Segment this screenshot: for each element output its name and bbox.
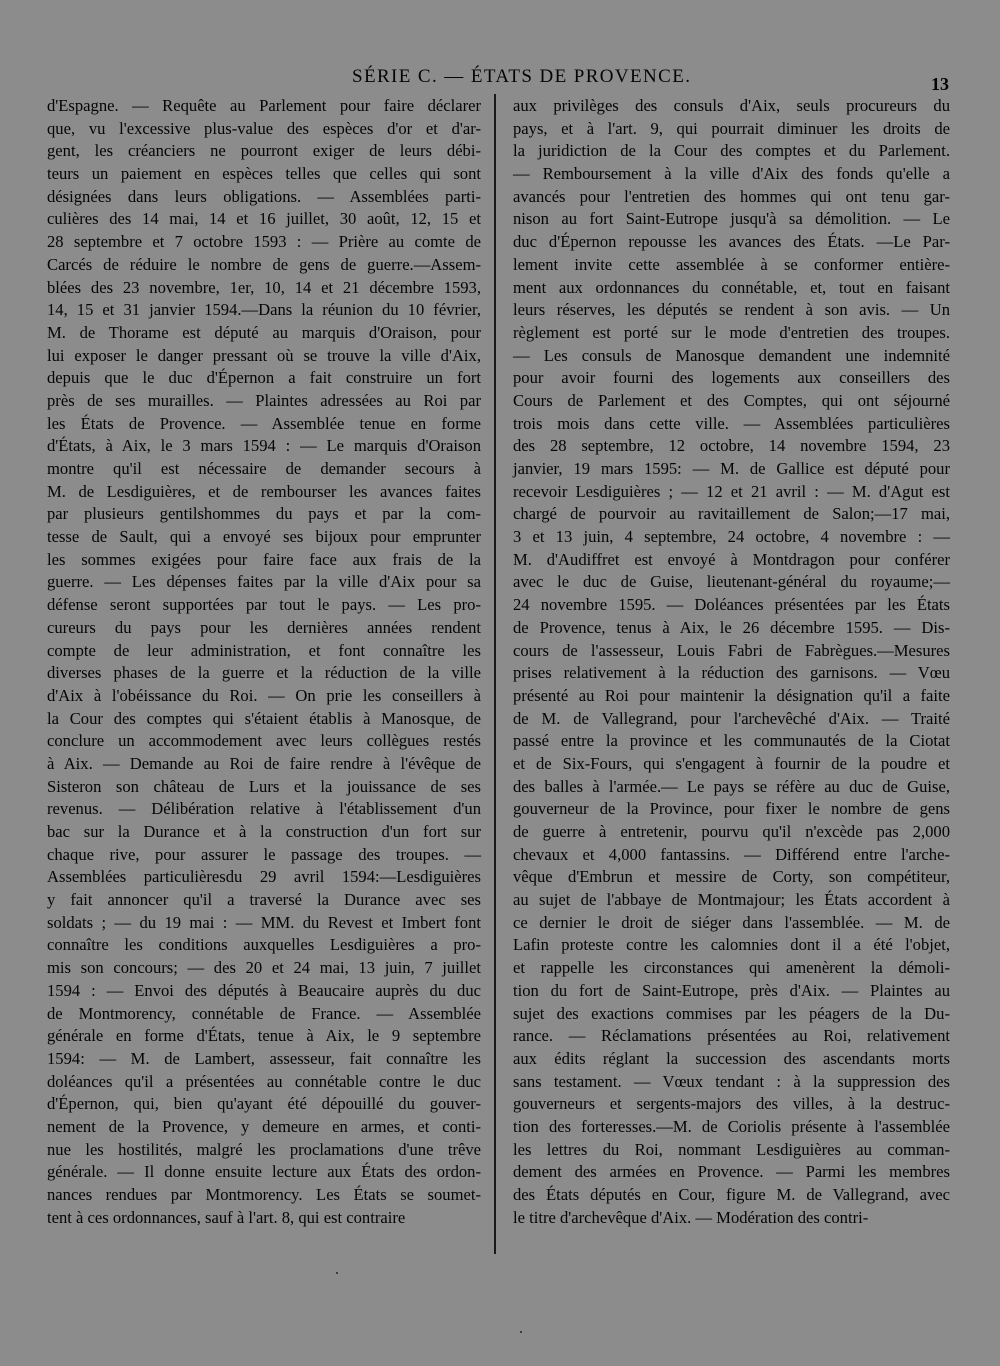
text-line: tent à ces ordonnances, sauf à l'art. 8, qui est contraire bbox=[47, 1207, 406, 1227]
text-line: pays, et à l'art. 9, qui pourrait diminuer les droits de bbox=[513, 118, 950, 138]
text-line: lui exposer le danger pressant où se trouve la ville d'Aix, bbox=[47, 345, 481, 365]
text-line: près de ses murailles. — Plaintes adressées au Roi par bbox=[47, 390, 481, 410]
text-line: la juridiction de la Cour des comptes et du Parlement. bbox=[513, 141, 950, 161]
text-line: mis son concours; — des 20 et 24 mai, 13 juin, 7 juillet bbox=[47, 958, 481, 978]
text-line: générale. — Il donne ensuite lecture aux États des ordon- bbox=[47, 1162, 481, 1182]
left-text-column bbox=[47, 95, 481, 1229]
text-line: 28 septembre et 7 octobre 1593 : — Prière au comte de bbox=[47, 232, 481, 252]
print-speck bbox=[336, 1272, 338, 1274]
text-line: chevaux et 4,000 fantassins. — Différend entre l'arche- bbox=[513, 844, 950, 864]
print-speck bbox=[520, 1331, 522, 1333]
text-line: d'Espagne. — Requête au Parlement pour faire déclarer bbox=[47, 96, 481, 115]
text-line: ce dernier le droit de siéger dans l'assemblée. — M. de bbox=[513, 912, 950, 932]
text-line: gouverneurs et sergents-majors des villes, à la destruc- bbox=[513, 1094, 950, 1114]
text-line: diverses phases de la guerre et la réduction de la ville bbox=[47, 663, 481, 683]
text-line: vêque d'Embrun et messire de Corty, son compétiteur, bbox=[513, 867, 950, 887]
text-line: M. de Lesdiguières, et de rembourser les avances faites bbox=[47, 481, 481, 501]
text-line: au sujet de l'abbaye de Montmajour; les États accordent à bbox=[513, 890, 950, 910]
text-line: chaque rive, pour assurer le passage des troupes. — bbox=[47, 844, 481, 864]
text-line: 1594: — M. de Lambert, assesseur, fait connaître les bbox=[47, 1048, 481, 1068]
text-line: que, vu l'excessive plus-value des espèces d'or et d'ar- bbox=[47, 118, 481, 138]
text-line: — Les consuls de Manosque demandent une indemnité bbox=[513, 345, 950, 365]
text-line: nison au fort Saint-Eutrope jusqu'à sa démolition. — Le bbox=[513, 209, 950, 229]
text-line: nement de la Provence, y demeure en armes, et conti- bbox=[47, 1116, 481, 1136]
text-line: chargé de pourvoir au ravitaillement de Salon;—17 mai, bbox=[513, 504, 950, 524]
text-line: depuis que le duc d'Épernon a fait construire un fort bbox=[47, 368, 481, 388]
text-line: guerre. — Les dépenses faites par la ville d'Aix pour sa bbox=[47, 572, 481, 592]
text-line: revenus. — Délibération relative à l'établissement d'un bbox=[47, 799, 481, 819]
text-line: 1594 : — Envoi des députés à Beaucaire auprès du duc bbox=[47, 980, 481, 1000]
text-line: montre qu'il est nécessaire de demander secours à bbox=[47, 459, 481, 478]
text-line: blées des 23 novembre, 1er, 10, 14 et 21 décembre 1593, bbox=[47, 277, 481, 297]
text-line: M. d'Audiffret est envoyé à Montdragon pour conférer bbox=[513, 549, 950, 569]
page-number: 13 bbox=[931, 74, 949, 94]
text-line: et rappelle les circonstances qui amenèrent la démoli- bbox=[513, 958, 950, 978]
text-line: aux édits réglant la succession des ascendants morts bbox=[513, 1048, 950, 1068]
text-line: pour avoir fourni des logements aux conseillers des bbox=[513, 368, 950, 388]
text-line: générale en forme d'États, tenue à Aix, le 9 septembre bbox=[47, 1026, 481, 1046]
text-line: sujet des exactions commises par les péagers de la Du- bbox=[513, 1003, 950, 1023]
text-line: par plusieurs gentilshommes du pays et par la com- bbox=[47, 504, 481, 524]
text-line: 14, 15 et 31 janvier 1594.—Dans la réunion du 10 février, bbox=[47, 300, 481, 320]
text-line: trois mois dans cette ville. — Assemblées particulières bbox=[513, 413, 950, 433]
text-line: Lafin proteste contre les calomnies dont il a été l'objet, bbox=[513, 935, 950, 955]
text-line: à Aix. — Demande au Roi de faire rendre à l'évêque de bbox=[47, 753, 481, 773]
text-line: rance. — Réclamations présentées au Roi, relativement bbox=[513, 1026, 950, 1046]
text-line: de M. de Vallegrand, pour l'archevêché d'Aix. — Traité bbox=[513, 708, 950, 728]
page-header bbox=[0, 64, 1000, 94]
text-line: culières des 14 mai, 14 et 16 juillet, 30 août, 12, 15 et bbox=[47, 209, 481, 229]
text-line: d'États, à Aix, le 3 mars 1594 : — Le marquis d'Oraison bbox=[47, 436, 481, 456]
text-line: cureurs du pays pour les dernières années rendent bbox=[47, 617, 481, 637]
text-line: passé entre la province et les communautés de la Ciotat bbox=[513, 731, 950, 751]
text-line: — Remboursement à la ville d'Aix des fonds qu'elle a bbox=[513, 164, 950, 184]
text-line: prises relativement à la réduction des garnisons. — Vœu bbox=[513, 663, 950, 683]
text-line: la Cour des comptes qui s'étaient établis à Manosque, de bbox=[47, 708, 481, 728]
text-line: nances rendues par Montmorency. Les États se soumet- bbox=[47, 1185, 481, 1204]
text-line: le titre d'archevêque d'Aix. — Modération des contri- bbox=[513, 1207, 869, 1227]
text-line: 24 novembre 1595. — Doléances présentées par les États bbox=[513, 595, 950, 615]
text-line: de Provence, tenus à Aix, le 26 décembre 1595. — Dis- bbox=[513, 617, 950, 637]
text-line: duc d'Épernon repousse les avances des États. —Le Par- bbox=[513, 232, 950, 252]
text-line: et de Six-Fours, qui s'engagent à fournir de la poudre et bbox=[513, 753, 950, 773]
text-line: présenté au Roi pour maintenir la désignation qu'il a faite bbox=[513, 685, 950, 705]
text-line: défense seront supportées par tout le pays. — Les pro- bbox=[47, 595, 481, 615]
text-line: tesse de Sault, qui a envoyé ses bijoux pour emprunter bbox=[47, 527, 481, 547]
text-line: janvier, 19 mars 1595: — M. de Gallice est député pour bbox=[513, 459, 950, 478]
text-line: des balles à l'armée.— Le pays se réfère au duc de Guise, bbox=[513, 776, 950, 796]
text-line: aux privilèges des consuls d'Aix, seuls procureurs du bbox=[513, 96, 950, 115]
text-line: les États de Provence. — Assemblée tenue en forme bbox=[47, 413, 481, 433]
text-line: les sommes exigées pour faire face aux frais de la bbox=[47, 549, 481, 569]
column-divider bbox=[494, 94, 496, 1254]
text-line: Carcés de réduire le nombre de gens de guerre.—Assem- bbox=[47, 254, 481, 274]
text-line: tion des forteresses.—M. de Coriolis présente à l'assemblée bbox=[513, 1116, 950, 1136]
text-line: des États députés en Cour, figure M. de Vallegrand, avec bbox=[513, 1185, 950, 1204]
text-line: Cours de Parlement et des Comptes, qui ont séjourné bbox=[513, 390, 950, 410]
text-line: des 28 septembre, 12 octobre, 14 novembre 1594, 23 bbox=[513, 436, 950, 456]
text-line: les lettres du Roi, nommant Lesdiguières au comman- bbox=[513, 1139, 950, 1159]
text-line: gouverneur de la Province, pour fixer le nombre de gens bbox=[513, 799, 950, 819]
text-line: leurs réserves, les députés se rendent à son avis. — Un bbox=[513, 300, 950, 320]
text-line: teurs un paiement en espèces telles que celles qui sont bbox=[47, 164, 481, 184]
text-line: doléances qu'il a présentées au connétable contre le duc bbox=[47, 1071, 481, 1091]
text-line: de guerre à entretenir, pourvu qu'il n'excède pas 2,000 bbox=[513, 822, 950, 841]
text-line: de Montmorency, connétable de France. — Assemblée bbox=[47, 1003, 481, 1023]
text-line: compte de leur administration, et font connaître les bbox=[47, 640, 481, 660]
text-line: avancés pour l'entretien des hommes qui ont tenu gar- bbox=[513, 186, 950, 206]
text-line: soldats ; — du 19 mai : — MM. du Revest et Imbert font bbox=[47, 912, 481, 932]
text-line: bac sur la Durance et à la construction d'un fort sur bbox=[47, 822, 481, 841]
text-line: Assemblées particulièresdu 29 avril 1594:—Lesdiguières bbox=[47, 867, 481, 887]
text-line: cours de l'assesseur, Louis Fabri de Fabrègues.—Mesures bbox=[513, 640, 950, 660]
text-line: d'Épernon, qui, bien qu'ayant été dépouillé du gouver- bbox=[47, 1094, 481, 1114]
text-line: lement invite cette assemblée à se conformer entière- bbox=[513, 254, 950, 274]
text-line: d'Aix à l'obéissance du Roi. — On prie les conseillers à bbox=[47, 685, 481, 705]
text-line: sans testament. — Vœux tendant : à la suppression des bbox=[513, 1071, 950, 1091]
text-line: 3 et 13 juin, 4 septembre, 24 octobre, 4 novembre : — bbox=[513, 527, 950, 547]
text-line: tion du fort de Saint-Eutrope, près d'Aix. — Plaintes au bbox=[513, 980, 950, 1000]
text-line: connaître les conditions auxquelles Lesdiguières a pro- bbox=[47, 935, 481, 955]
text-line: dement des armées en Provence. — Parmi les membres bbox=[513, 1162, 950, 1182]
text-line: avec le duc de Guise, lieutenant-général du royaume;— bbox=[513, 572, 950, 592]
text-line: nue les hostilités, malgré les proclamations d'une trêve bbox=[47, 1139, 481, 1159]
text-line: M. de Thorame est député au marquis d'Oraison, pour bbox=[47, 322, 481, 342]
text-line: recevoir Lesdiguières ; — 12 et 21 avril : — M. d'Agut est bbox=[513, 481, 950, 501]
running-title: SÉRIE C. — ÉTATS DE PROVENCE. bbox=[352, 66, 692, 87]
right-text-column bbox=[513, 95, 950, 1229]
text-line: gent, les créanciers ne pourront exiger de leurs débi- bbox=[47, 141, 481, 161]
text-line: règlement est porté sur le mode d'entretien des troupes. bbox=[513, 322, 950, 342]
text-line: ment aux ordonnances du connétable, et, tout en faisant bbox=[513, 277, 950, 297]
text-line: conclure un accommodement avec leurs collègues restés bbox=[47, 731, 481, 751]
text-line: Sisteron son château de Lurs et la jouissance de ses bbox=[47, 776, 481, 796]
text-line: y fait annoncer qu'il a traversé la Durance avec ses bbox=[47, 890, 481, 910]
text-line: désignées dans leurs obligations. — Assemblées parti- bbox=[47, 186, 481, 206]
